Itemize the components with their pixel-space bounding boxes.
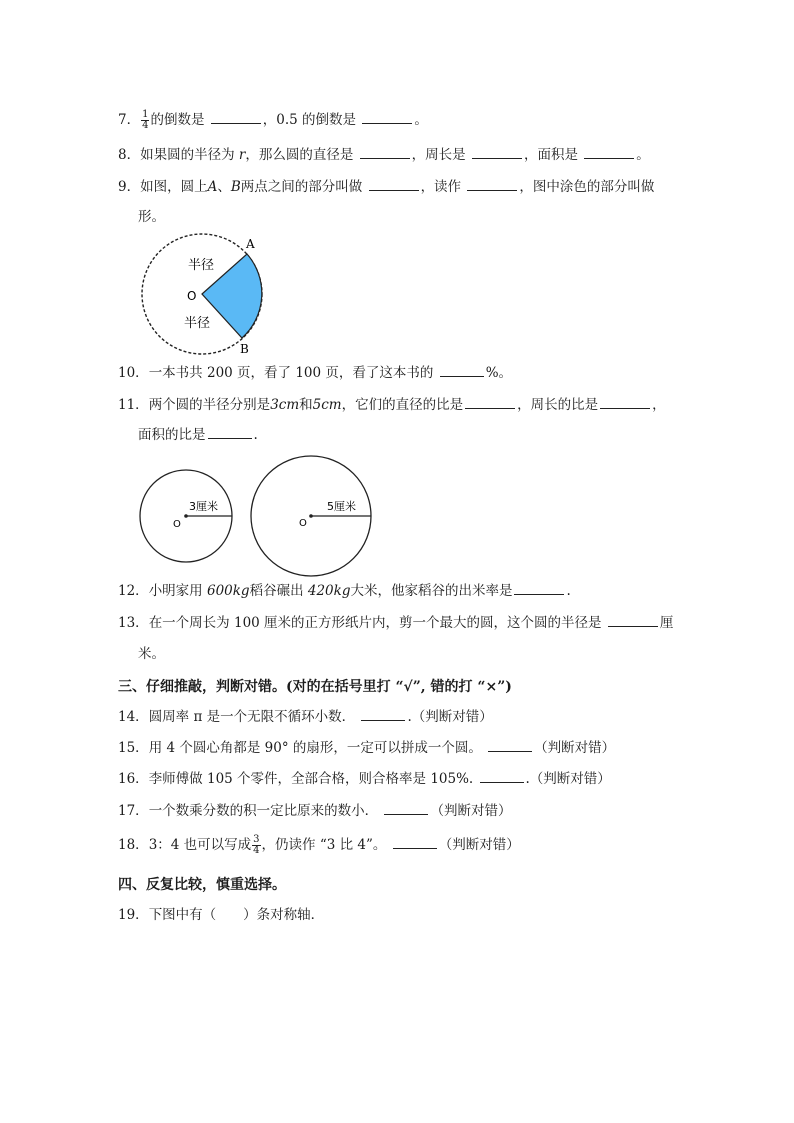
center-label: O [187,289,197,303]
question-7 [118,110,428,131]
fraction-numerator: 1 [142,109,149,120]
large-center-dot [309,514,313,518]
question-text: 稻谷碾出 [249,583,304,599]
question-number: 13． [118,615,149,631]
fraction-numerator: 3 [253,834,260,845]
question-12 [118,582,571,600]
fraction [252,835,260,856]
variable: r [238,147,246,163]
question-text: 米。 [138,646,165,662]
question-19 [118,906,324,924]
value: 420kg [307,583,351,599]
question-11 [118,396,666,414]
question-text: 、 [217,179,231,195]
question-text: 。 [636,147,650,163]
question-text: 李师傅做 105 个零件，全部合格，则合格率是 105%. [148,771,474,787]
point-label: A [207,179,218,195]
question-number: 8． [118,147,141,163]
question-text: 厘 [659,615,674,631]
question-text: 。 [414,112,428,128]
question-text: 下图中有（ ）条对称轴． [148,907,325,923]
question-text: ，读作 [420,179,462,195]
question-number: 10． [118,365,149,381]
question-text: .（判断对错） [525,771,611,787]
question-number: 7． [118,112,141,128]
question-15 [118,739,615,757]
answer-blank[interactable] [393,836,437,849]
answer-blank[interactable] [361,708,405,721]
question-number: 11． [118,397,149,413]
question-text: 和 [299,397,313,413]
large-radius-label: 5厘米 [327,500,356,513]
question-number: 14． [118,709,149,725]
question-text: . [253,427,258,443]
question-text: ，仍读作 “3 比 4”。 [261,837,387,853]
question-text: 两个圆的半径分别是 [148,397,271,413]
question-text: 圆周率 π 是一个无限不循环小数． [148,709,356,725]
question-text: （判断对错） [438,837,520,853]
value: 600kg [206,583,250,599]
question-18 [118,835,520,856]
answer-blank[interactable] [465,396,515,409]
question-text: 在一个周长为 100 厘米的正方形纸片内，剪一个最大的圆，这个圆的半径是 [148,615,602,631]
question-9 [118,178,654,196]
value: 3cm [270,397,300,413]
question-text: 两点之间的部分叫做 [240,179,363,195]
section-heading-4: 四、反复比较，慎重选择。 [118,877,286,893]
answer-blank[interactable] [467,178,517,191]
question-9-continued [138,208,165,226]
answer-blank[interactable] [472,146,522,159]
small-radius-label: 3厘米 [189,500,218,513]
fraction-denominator: 4 [142,120,149,131]
answer-blank[interactable] [488,739,532,752]
question-text: ，那么圆的直径是 [245,147,354,163]
question-8 [118,146,650,164]
question-number: 15． [118,740,149,756]
question-text: 用 4 个圆心角都是 90° 的扇形，一定可以拼成一个圆。 [148,740,482,756]
answer-blank[interactable] [369,178,419,191]
question-text: ，0.5 的倒数是 [262,112,357,128]
question-text: 形。 [138,209,165,225]
question-number: 12． [118,583,149,599]
answer-blank[interactable] [514,582,564,595]
question-17 [118,802,511,820]
answer-blank[interactable] [360,146,410,159]
point-label: B [230,179,241,195]
large-center-label: O [299,518,307,529]
question-text: ，它们的直径的比是 [341,397,464,413]
fraction [141,110,149,131]
answer-blank[interactable] [608,614,658,627]
question-13-continued [138,645,165,663]
question-13 [118,614,673,632]
section-heading-3: 三、仔细推敲，判断对错。(对的在括号里打 “√”, 错的打 “×”) [118,679,512,695]
radius-label-top: 半径 [188,258,215,273]
question-text: . [566,583,571,599]
sector-figure [130,232,280,357]
answer-blank[interactable] [211,111,261,124]
question-11-continued [138,426,258,444]
question-text: ，图中涂色的部分叫做 [519,179,655,195]
answer-blank[interactable] [362,111,412,124]
answer-blank[interactable] [600,396,650,409]
two-circles-figure [135,450,385,578]
question-text: ， [652,397,666,413]
question-text: 一本书共 200 页，看了 100 页，看了这本书的 [148,365,434,381]
small-center-dot [184,514,188,518]
answer-blank[interactable] [208,426,252,439]
question-text: .（判断对错） [407,709,493,725]
question-text: （判断对错） [430,803,512,819]
question-text: （判断对错） [534,740,616,756]
fraction-denominator: 4 [253,845,260,856]
question-text: 一个数乘分数的积一定比原来的数小． [148,803,379,819]
answer-blank[interactable] [384,802,428,815]
question-text: %。 [485,365,513,381]
answer-blank[interactable] [584,146,634,159]
question-text: ，周长的比是 [517,397,599,413]
question-10 [118,364,512,382]
question-number: 19． [118,907,149,923]
question-number: 16． [118,771,149,787]
radius-label-bottom: 半径 [184,316,211,331]
answer-blank[interactable] [480,770,524,783]
question-number: 18． [118,837,149,853]
question-14 [118,708,493,726]
value: 5cm [312,397,342,413]
point-b-label: B [240,342,249,356]
question-text: 大米，他家稻谷的出米率是 [350,583,513,599]
question-text: 如图，圆上 [140,179,208,195]
question-number: 9． [118,179,141,195]
small-center-label: O [173,519,181,530]
question-text: 的倒数是 [150,112,205,128]
question-text: 小明家用 [148,583,203,599]
question-16 [118,770,611,788]
question-text: ，周长是 [411,147,466,163]
point-a-label: A [246,237,255,251]
question-text: 如果圆的半径为 [140,147,235,163]
question-number: 17． [118,803,149,819]
answer-blank[interactable] [440,364,484,377]
question-text: 3：4 也可以写成 [148,837,252,853]
question-text: 面积的比是 [138,427,206,443]
question-text: ，面积是 [523,147,578,163]
